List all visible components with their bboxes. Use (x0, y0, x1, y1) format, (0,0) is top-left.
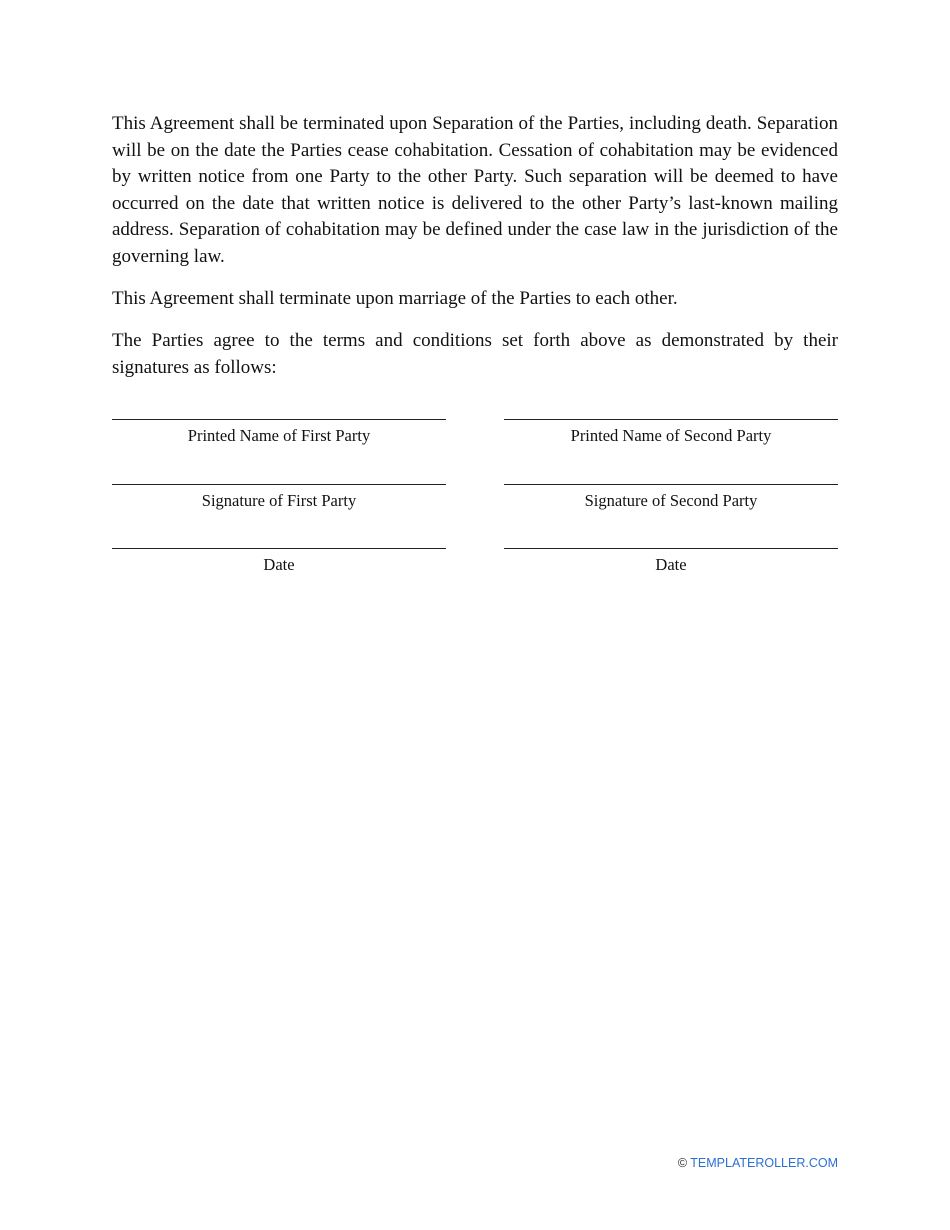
first-party-date-field (112, 527, 446, 592)
copyright-icon: © (677, 1156, 688, 1170)
footer-credit (678, 1155, 838, 1171)
first-party-date-label: Date (263, 555, 295, 574)
signature-row-date (112, 527, 838, 592)
second-party-signature-field (504, 463, 838, 528)
signature-block (112, 398, 838, 592)
templateroller-link[interactable]: TEMPLATEROLLER.COM (690, 1156, 838, 1170)
second-party-printed-name-label: Printed Name of Second Party (570, 426, 772, 445)
signature-line (504, 527, 838, 549)
first-party-signature-label: Signature of First Party (201, 490, 357, 510)
marriage-termination-paragraph: This Agreement shall terminate upon marriage of the Parties to each other. (112, 288, 678, 310)
signature-line (112, 463, 446, 485)
agreement-paragraph: The Parties agree to the terms and conditions set forth above as demonstrated by their signatures as follows: (112, 330, 838, 378)
signature-line (504, 398, 838, 420)
second-party-signature-label: Signature of Second Party (584, 490, 758, 510)
second-party-date-label: Date (655, 555, 687, 574)
signature-row-printed-name (112, 398, 838, 463)
second-party-printed-name-field (504, 398, 838, 463)
signature-line (112, 398, 446, 420)
second-party-date-field (504, 527, 838, 592)
document-body (112, 111, 838, 397)
signature-row-signature (112, 463, 838, 528)
first-party-printed-name-field (112, 398, 446, 463)
first-party-printed-name-label: Printed Name of First Party (187, 426, 371, 445)
signature-line (504, 463, 838, 485)
termination-paragraph: This Agreement shall be terminated upon Separation of the Parties, including death. Separation will be on the date the Parties cease cohabitation. Cessation of cohabitation may be evidenced by written notice from one Party to the other Party. Such separation will be deemed to have occurred on the date that written notice is delivered to the other Party’s last-known mailing address. Separation of cohabitation may be defined under the case law in the jurisdiction of the governing law. (112, 113, 838, 267)
first-party-signature-field (112, 463, 446, 528)
signature-line (112, 527, 446, 549)
